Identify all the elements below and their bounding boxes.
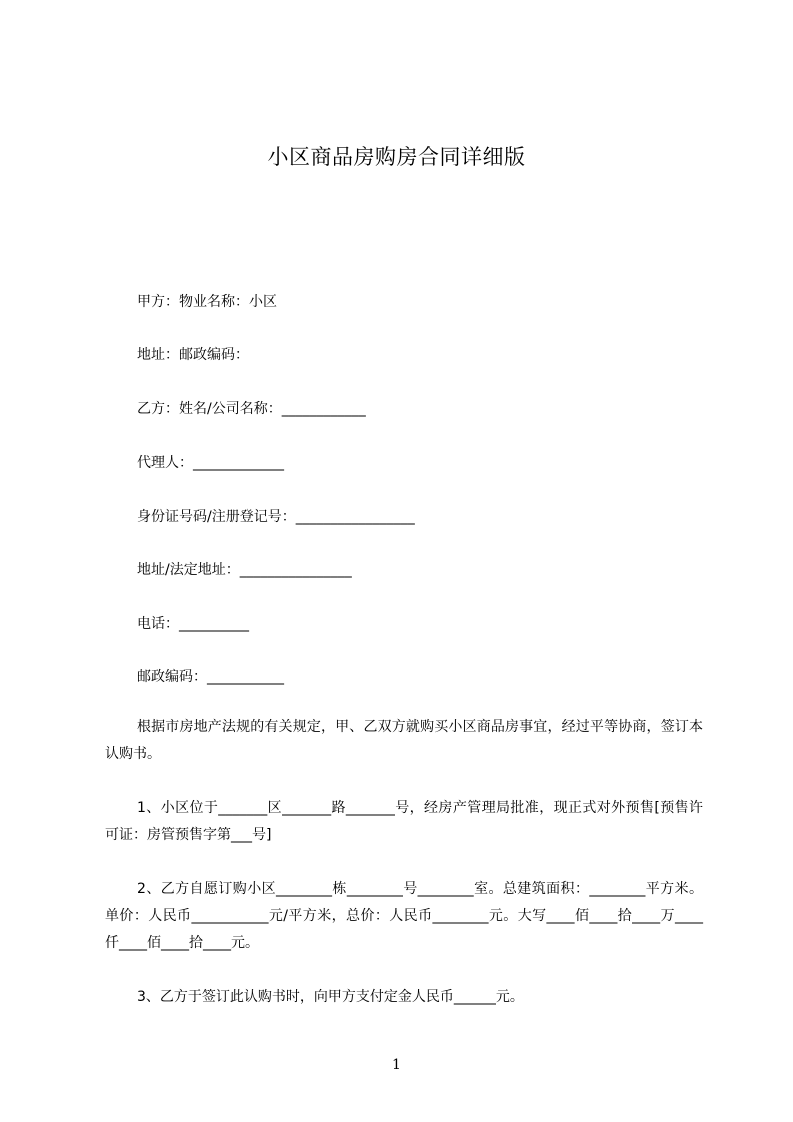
party-b-address-line: 地址/法定地址：________________ [137,562,352,578]
party-b-postcode-line: 邮政编码：___________ [137,669,284,685]
party-b-name-line: 乙方：姓名/公司名称：____________ [137,401,366,417]
party-a-name-line: 甲方：物业名称：小区 [137,294,277,310]
party-b-id-line: 身份证号码/注册登记号：_________________ [137,509,415,525]
clause-2-paragraph: 2、乙方自愿订购小区________栋________号________室。总建筑面积：________平方米。单价：人民币___________元/平方米，总价：人民币________元。大写____佰____拾____万____仟____佰____拾____元。 [105,881,703,951]
clause-1-paragraph: 1、小区位于_______区_______路_______号，经房产管理局批准，现正式对外预售[预售许可证：房管预售字第___号] [105,800,703,843]
party-b-agent-line: 代理人：_____________ [137,455,284,471]
party-a-address-line: 地址：邮政编码： [137,347,249,363]
party-b-phone-line: 电话：__________ [137,616,249,632]
intro-paragraph: 根据市房地产法规的有关规定，甲、乙双方就购买小区商品房事宜，经过平等协商，签订本认购书。 [105,719,703,762]
clause-3-paragraph: 3、乙方于签订此认购书时，向甲方支付定金人民币______元。 [137,989,524,1005]
page-number: 1 [392,1057,401,1073]
document-title: 小区商品房购房合同详细版 [267,145,526,169]
